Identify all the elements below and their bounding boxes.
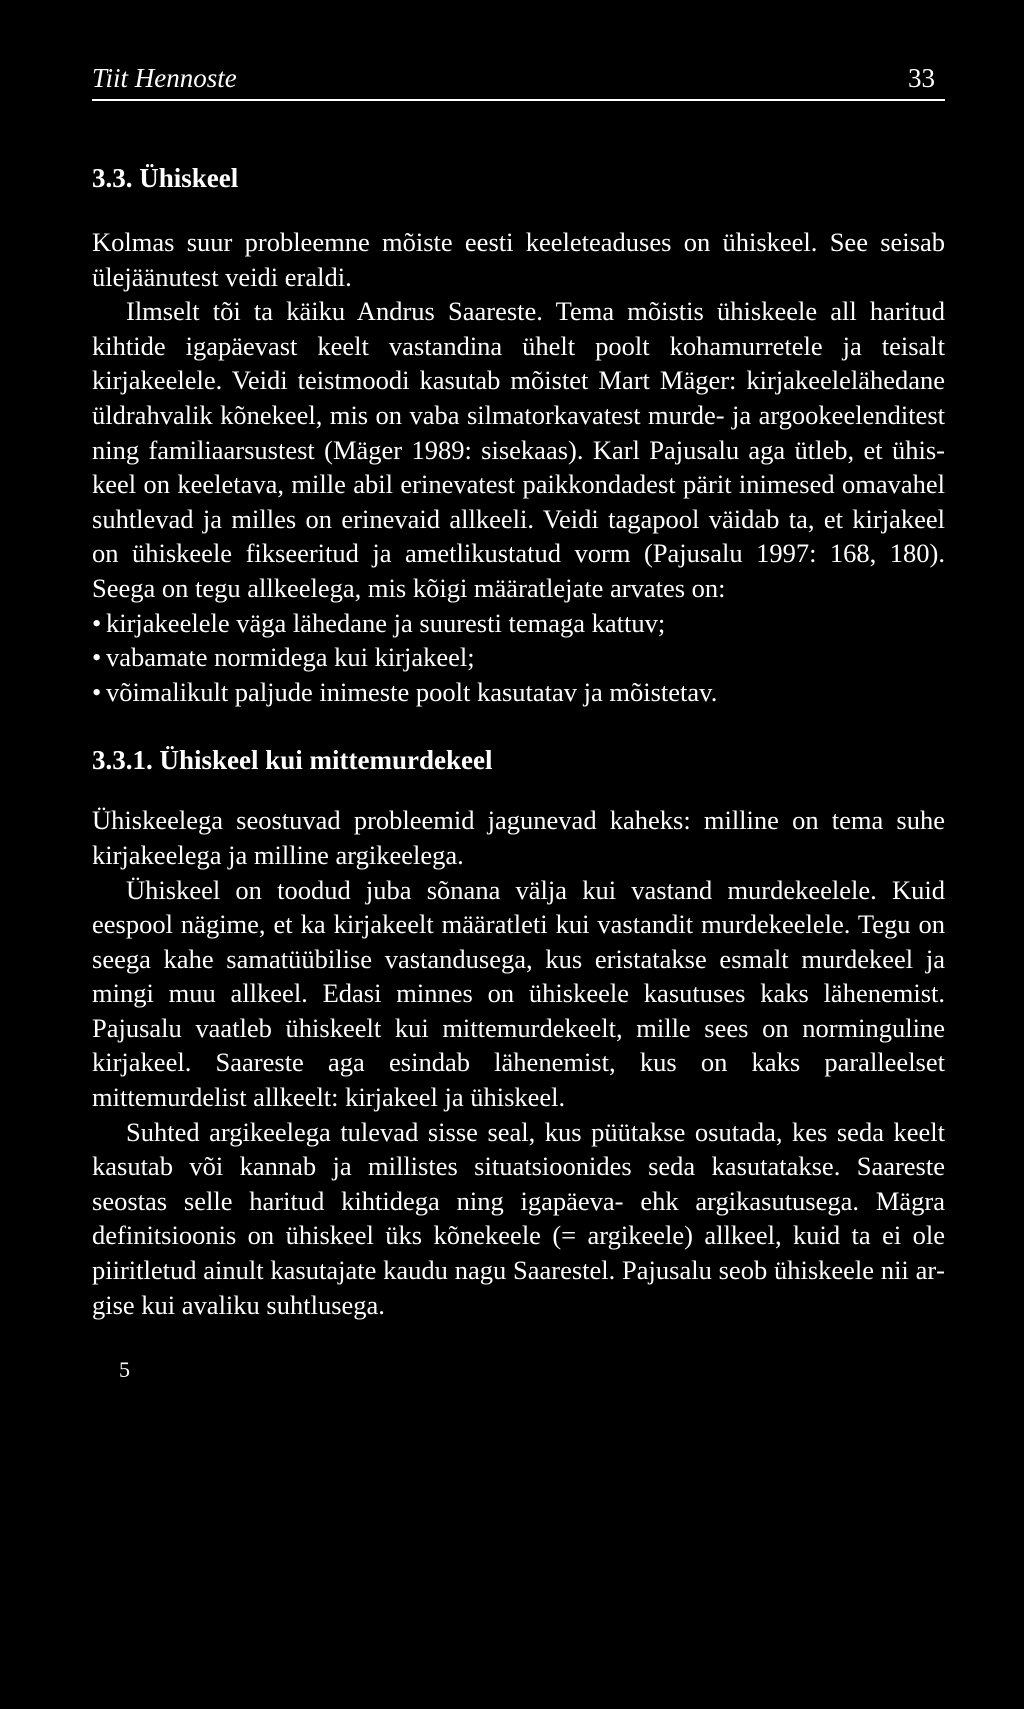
paragraph-definitions: Ilmselt tõi ta käiku Andrus Saareste. Tema mõistis ühiskeele all haritud kihtide igapäevast keelt vastandina ühelt poolt kohamurretele ja teisalt kirjakeelele. Veidi teistmoodi kasutab mõistet Mart Mäger: kirjakeelelähedane üldrahvalik kõnekeel, mis on vaba silmatorkavatest murde- ja argookeelenditest ning familiaarsustest (Mäger 1989: sisekaas). Karl Pajusalu aga ütleb, et ühiskeel on keeletava, mille abil erinevatest paikkondadest pärit inimesed omavahel suhtlevad ja milles on erinevaid allkeeli. Veidi tagapool väidab ta, et kirjakeel on ühiskeele fikseeritud ja ametlikustatud vorm (Pajusalu 1997: 168, 180). Seega on tegu allkeelega, mis kõigi määratlejate arvates on: [92, 296, 945, 603]
paragraph-intro: Kolmas suur probleemne mõiste eesti keeleteaduses on ühiskeel. See seisab ülejäänutest veidi eraldi. [92, 227, 945, 292]
paragraph-problems: Ühiskeelega seostuvad probleemid jagunevad kaheks: milline on tema suhe kirjakeelega ja milline argikeelega. [92, 805, 945, 870]
section-heading-3-3: 3.3. Ühiskeel [92, 163, 239, 193]
list-item-text: kirjakeelele väga lähedane ja suuresti temaga kattuv; [106, 607, 666, 638]
list-item [92, 640, 945, 675]
document-page [92, 60, 945, 1384]
bullet-icon: • [92, 676, 102, 707]
running-header-author: Tiit Hennoste [92, 63, 237, 93]
footnote-marker: 5 [119, 1357, 130, 1383]
section-heading-3-3-1: 3.3.1. Ühiskeel kui mittemurdekeel [92, 745, 493, 776]
bullet-icon: • [92, 607, 102, 638]
criteria-list [92, 606, 945, 710]
list-item-text: vabamate normidega kui kirjakeel; [106, 642, 475, 673]
bullet-icon: • [92, 642, 102, 673]
list-item-text: võimalikult paljude inimeste poolt kasutatav ja mõistetav. [106, 676, 718, 707]
page-number: 33 [908, 63, 935, 93]
list-item [92, 675, 945, 710]
list-item [92, 606, 945, 641]
paragraph-colloquial: Suhted argikeelega tulevad sisse seal, kus püütakse osutada, kes seda keelt kasutab või kannab ja millistes situatsioonides seda kasutatakse. Saareste seostas selle haritud kihtidega ning igapäeva- ehk argikasutusega. Mägra definitsioonis on ühiskeel üks kõnekeele (= argikeele) allkeel, kuid ta ei ole piiritletud ainult kasutajate kaudu nagu Saarestel. Pajusalu seob ühiskeele nii argise kui avaliku suhtlusega. [92, 1116, 945, 1320]
running-header [92, 60, 945, 101]
paragraph-opposition: Ühiskeel on toodud juba sõnana välja kui vastand murdekeelele. Kuid eespool nägime, et ka kirjakeelt määratleti kui vastandit murdekeelele. Tegu on seega kahe samatüübilise vastandusega, kus eristatakse esmalt murdekeel ja mingi muu allkeel. Edasi minnes on ühiskeele kasutuses kaks lähenemist. Pajusalu vaatleb ühiskeelt kui mittemurdekeelt, mille sees on norminguline kirjakeel. Saareste aga esindab lähenemist, kus on kaks paralleelset mittemurdelist allkeelt: kirjakeel ja ühiskeel. [92, 874, 945, 1113]
